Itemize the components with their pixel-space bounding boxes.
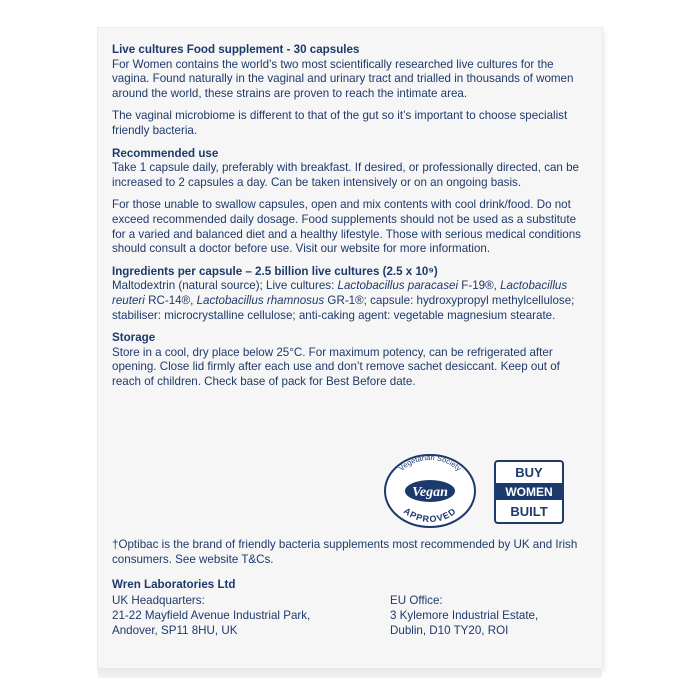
intro-paragraph-2: The vaginal microbiome is different to that of the gut so it’s important to choose specialist friendly bacteria. bbox=[112, 109, 568, 137]
svg-text:APPROVED: APPROVED bbox=[401, 505, 459, 525]
ingredients-heading: Ingredients per capsule – 2.5 billion live cultures (2.5 x 10⁹) bbox=[112, 264, 438, 278]
svg-text:WOMEN: WOMEN bbox=[505, 485, 553, 499]
company-address-block bbox=[112, 578, 584, 637]
storage-heading: Storage bbox=[112, 331, 156, 345]
label-panel bbox=[98, 28, 602, 668]
certification-logos bbox=[98, 450, 602, 532]
svg-text:Vegan: Vegan bbox=[412, 485, 448, 500]
panel-edge bbox=[98, 668, 602, 678]
brand-footnote: †Optibac is the brand of friendly bacteria supplements most recommended by UK and Irish consumers. See website T&Cs. bbox=[112, 538, 578, 566]
eu-address-line: Dublin, D10 TY20, ROI bbox=[390, 624, 509, 637]
uk-address-line: 21-22 Mayfield Avenue Industrial Park, bbox=[112, 609, 311, 622]
svg-text:BUY: BUY bbox=[515, 465, 543, 480]
ingredients-text: Maltodextrin (natural source); Live cultures: Lactobacillus paracasei F-19®, Lactobacillus reuteri RC-14®, Lactobacillus rhamnosus GR-1®; capsule: hydroxypropyl methylcellulose; stabiliser: microcrystalline cellulose; anti-caking agent: vegetable magnesium stearate. bbox=[112, 279, 575, 322]
recommended-heading: Recommended use bbox=[112, 146, 219, 160]
intro-heading: Live cultures Food supplement - 30 capsules bbox=[112, 43, 360, 56]
recommended-paragraph-2: For those unable to swallow capsules, open and mix contents with cool drink/food. Do not exceed recommended daily dosage. Food supplements should not be used as a substitute for a varied and balanced diet and a healthy lifestyle. Those with serious medical conditions should consult a doctor before use. Visit our website for more information. bbox=[112, 198, 581, 256]
svg-text:BUILT: BUILT bbox=[510, 504, 548, 519]
svg-text:Vegetarian Society: Vegetarian Society bbox=[396, 452, 464, 473]
storage-text: Store in a cool, dry place below 25°C. For maximum potency, can be refrigerated after opening. Close lid firmly after each use and don’t remove sachet desiccant. Keep out of reach of children. Check base of pack for Best Before date. bbox=[112, 345, 560, 388]
uk-address bbox=[112, 593, 362, 638]
label-content bbox=[112, 43, 584, 397]
uk-address-line: UK Headquarters: bbox=[112, 594, 205, 607]
uk-address-line: Andover, SP11 8HU, UK bbox=[112, 624, 238, 637]
buy-women-built-logo bbox=[494, 460, 564, 524]
eu-address bbox=[390, 593, 590, 638]
eu-address-line: 3 Kylemore Industrial Estate, bbox=[390, 609, 539, 622]
recommended-paragraph-1: Take 1 capsule daily, preferably with breakfast. If desired, or professionally directed, can be increased to 2 capsules a day. Can be taken intensively or on an ongoing basis. bbox=[112, 161, 579, 189]
eu-address-line: EU Office: bbox=[390, 594, 443, 607]
intro-paragraph-1: For Women contains the world’s two most scientifically researched live cultures for the vagina. Found naturally in the vaginal and urinary tract and trialled in thousands of women around the world, these strains are proven to reach the intimate area. bbox=[112, 57, 574, 100]
company-name: Wren Laboratories Ltd bbox=[112, 578, 236, 591]
vegan-approved-logo bbox=[380, 450, 480, 530]
